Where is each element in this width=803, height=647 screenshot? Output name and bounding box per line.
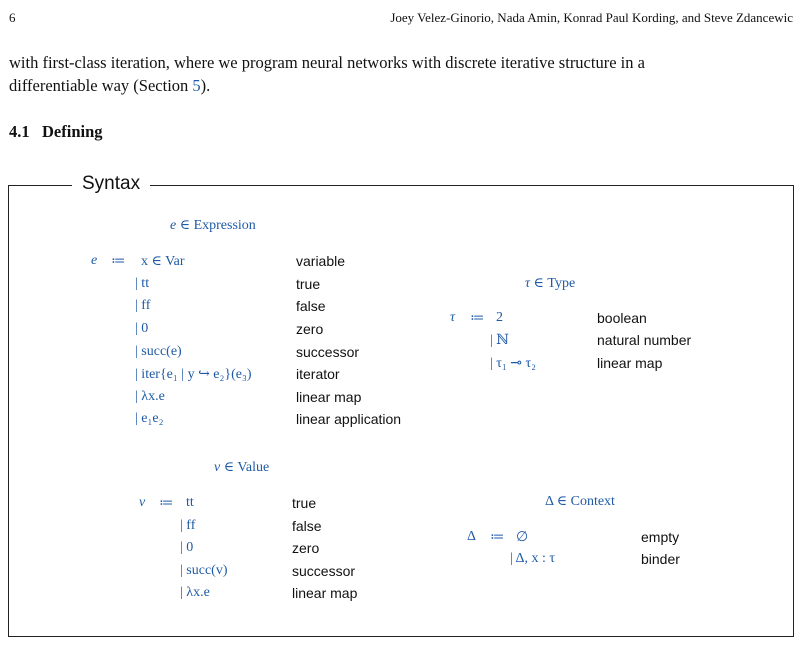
paragraph-line-2 (9, 75, 210, 97)
value-production: | 0 (180, 540, 194, 555)
type-lhs: τ (450, 310, 456, 325)
type-def-symbol: ≔ (470, 311, 485, 326)
expression-heading: e ∈ Expression (170, 218, 256, 233)
section-heading (9, 122, 103, 142)
expression-production: | λx.e (135, 389, 165, 404)
value-def-symbol: ≔ (159, 496, 174, 511)
context-production: ∅ (516, 530, 529, 545)
type-metavar: τ (525, 276, 531, 291)
context-description: binder (641, 551, 680, 567)
expression-production: x ∈ Var (141, 254, 185, 269)
section-reference-link[interactable]: 5 (192, 76, 201, 95)
syntax-box-title: Syntax (72, 173, 150, 195)
expression-set: Expression (193, 218, 256, 233)
context-production: | Δ, x : τ (510, 551, 556, 566)
expression-description: zero (296, 321, 324, 337)
type-production: | τ₁ ⊸ τ₂ (490, 356, 537, 371)
value-set: Value (237, 460, 270, 475)
value-metavar: v (214, 460, 221, 475)
context-heading: Δ ∈ Context (545, 494, 615, 509)
expression-production: | 0 (135, 321, 149, 336)
type-description: boolean (597, 310, 647, 326)
context-description: empty (641, 529, 680, 545)
expression-description: false (296, 298, 326, 314)
value-description: linear map (292, 585, 358, 601)
value-production: | λx.e (180, 585, 210, 600)
expression-description: linear map (296, 389, 362, 405)
type-description: linear map (597, 355, 663, 371)
paragraph-text: ). (200, 76, 211, 95)
context-set: Context (570, 494, 615, 509)
expression-description: true (296, 276, 321, 292)
expression-production: | succ(e) (135, 344, 182, 359)
expression-description: successor (296, 344, 360, 360)
value-lhs: v (139, 495, 146, 510)
paragraph-text: differentiable way (Section (9, 76, 193, 95)
expression-lhs: e (91, 253, 98, 268)
value-description: zero (292, 540, 320, 556)
value-heading: v ∈ Value (214, 460, 270, 475)
running-header-authors: Joey Velez-Ginorio, Nada Amin, Konrad Paul Kording, and Steve Zdancewic (390, 10, 793, 25)
value-production: | succ(v) (180, 563, 228, 578)
value-description: true (292, 495, 317, 511)
expression-production: | iter{e₁ | y ↪ e₂}(e₃) (135, 367, 252, 382)
type-description: natural number (597, 332, 692, 348)
paragraph-line-1: with first-class iteration, where we program neural networks with discrete iterative structure in a (9, 53, 645, 72)
value-production: | ff (180, 518, 196, 533)
expression-def-symbol: ≔ (111, 254, 126, 269)
expression-production: | tt (135, 276, 150, 291)
type-heading: τ ∈ Type (525, 276, 576, 291)
value-description: successor (292, 563, 356, 579)
expression-production: | e₁e₂ (135, 411, 164, 426)
section-title: Defining (42, 122, 103, 141)
context-def-symbol: ≔ (490, 530, 505, 545)
type-production: | ℕ (490, 333, 510, 348)
value-production: tt (186, 495, 194, 510)
page-number: 6 (9, 10, 16, 25)
expression-description: iterator (296, 366, 340, 382)
expression-production: | ff (135, 298, 151, 313)
context-metavar: Δ (545, 494, 554, 509)
expression-metavar: e (170, 218, 177, 233)
type-set: Type (547, 276, 576, 291)
section-number: 4.1 (9, 122, 30, 141)
type-production: 2 (496, 310, 503, 325)
value-description: false (292, 518, 322, 534)
context-lhs: Δ (467, 529, 477, 544)
expression-description: variable (296, 253, 346, 269)
expression-description: linear application (296, 411, 402, 427)
